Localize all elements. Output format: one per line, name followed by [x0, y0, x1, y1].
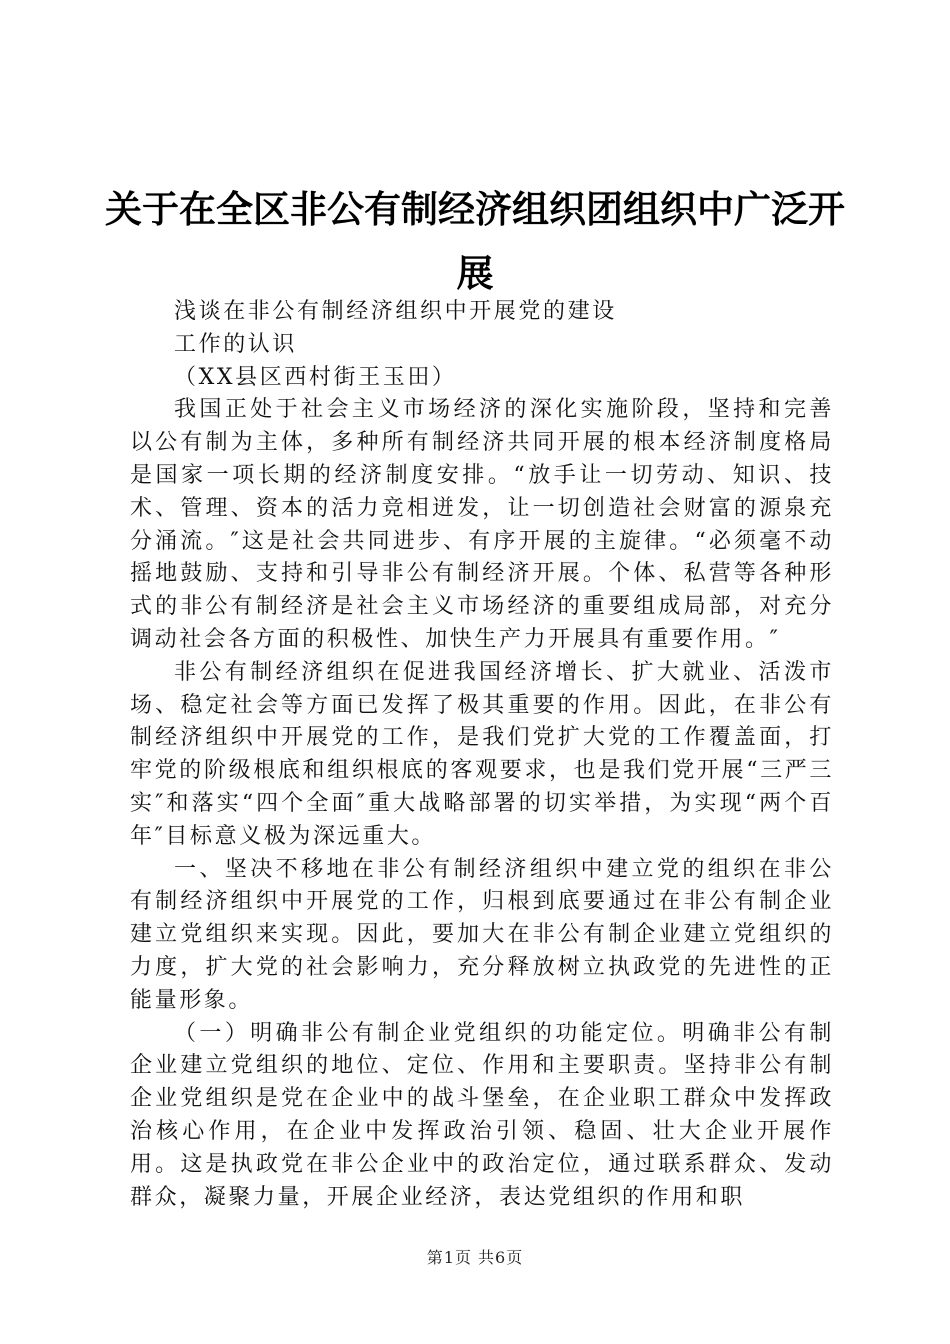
subtitle-line-2: 工作的认识: [174, 331, 298, 357]
paragraph-3: 一、坚决不移地在非公有制经济组织中建立党的组织在非公有制经济组织中开展党的工作，归根到底要通过在非公有制企业建立党组织来实现。因此，要加大在非公有制企业建立党组织的力度，扩大党的社会影响力，充分释放树立执政党的先进性的正能量形象。: [130, 856, 834, 1013]
document-body: [130, 296, 834, 1214]
subtitle-line-1: 浅谈在非公有制经济组织中开展党的建设: [174, 299, 617, 324]
author-line: （XX县区西村街王玉田）: [174, 364, 457, 390]
paragraph-4: （一）明确非公有制企业党组织的功能定位。明确非公有制企业建立党组织的地位、定位、作用和主要职责。坚持非公有制企业党组织是党在企业中的战斗堡垒，在企业职工群众中发挥政治核心作用，在企业中发挥政治引领、稳固、壮大企业开展作用。这是执政党在非公企业中的政治定位，通过联系群众、发动群众，凝聚力量，开展企业经济，表达党组织的作用和职: [130, 1020, 834, 1210]
paragraph-2: 非公有制经济组织在促进我国经济增长、扩大就业、活泼市场、稳定社会等方面已发挥了极其重要的作用。因此，在非公有制经济组织中开展党的工作，是我们党扩大党的工作覆盖面，打牢党的阶级根底和组织根底的客观要求，也是我们党开展“三严三实″和落实“四个全面″重大战略部署的切实举措，为实现“两个百年″目标意义极为深远重大。: [130, 659, 834, 849]
page-number-footer: 第1页 共6页: [426, 1248, 524, 1267]
paragraph-1: 我国正处于社会主义市场经济的深化实施阶段，坚持和完善以公有制为主体，多种所有制经济共同开展的根本经济制度格局是国家一项长期的经济制度安排。“放手让一切劳动、知识、技术、管理、资本的活力竞相迸发，让一切创造社会财富的源泉充分涌流。″这是社会共同进步、有序开展的主旋律。“必须毫不动摇地鼓励、支持和引导非公有制经济开展。个体、私营等各种形式的非公有制经济是社会主义市场经济的重要组成局部，对充分调动社会各方面的积极性、加快生产力开展具有重要作用。″: [130, 397, 834, 652]
document-title: 关于在全区非公有制经济组织团组织中广泛开展: [105, 188, 845, 295]
